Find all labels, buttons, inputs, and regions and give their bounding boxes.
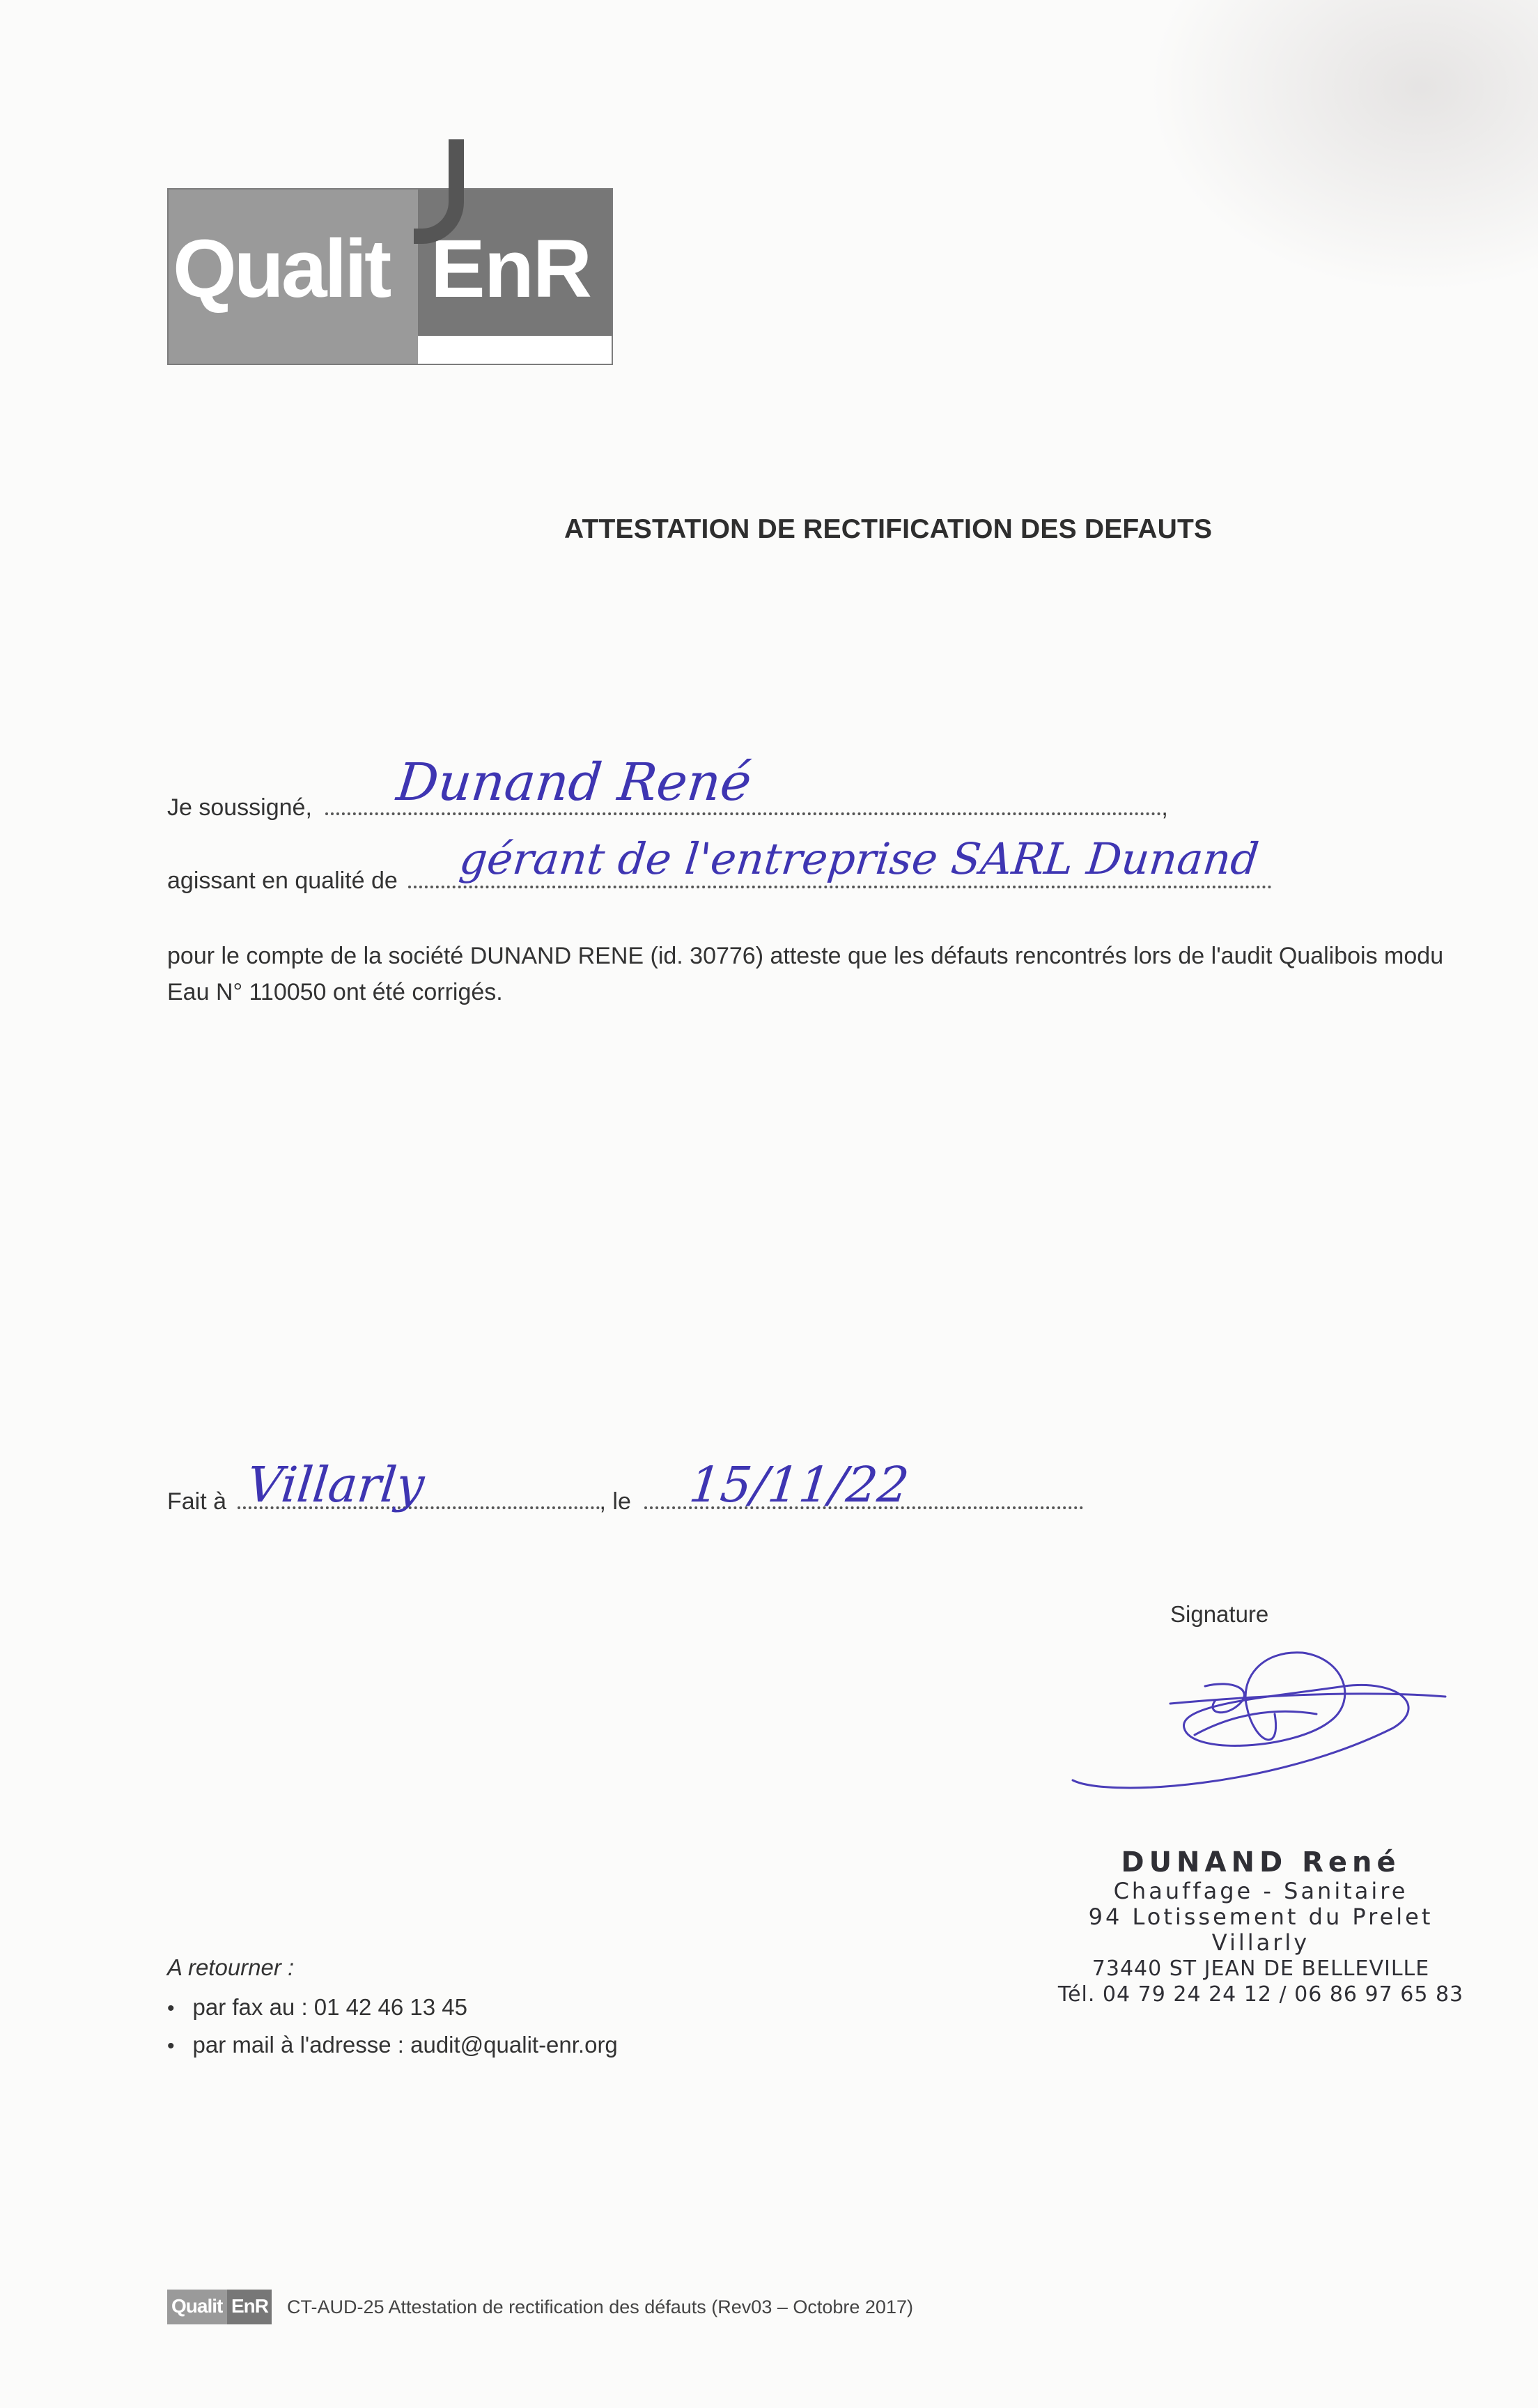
stamp-line-postcode: 73440 ST JEAN DE BELLEVILLE <box>1092 1957 1430 1981</box>
stamp-line-phone: Tél. 04 79 24 24 12 / 06 86 97 65 83 <box>1057 1982 1464 2007</box>
signature-label: Signature <box>1170 1601 1269 1627</box>
attestation-paragraph <box>167 938 1538 1010</box>
date-handwritten: 15/11/22 <box>686 1456 912 1513</box>
stamp-line-activity: Chauffage - Sanitaire <box>1113 1878 1408 1904</box>
footer-logo-text-left: Qualit <box>171 2295 223 2317</box>
paragraph-line-1: pour le compte de la société DUNAND RENE (id. 30776) atteste que les défauts rencontrés lors de l'audit Qualibois modu <box>167 943 1444 969</box>
fait-handwritten: Villarly <box>244 1456 427 1513</box>
logo-text-enr: EnR <box>430 223 591 315</box>
return-heading: A retourner : <box>167 1954 295 1980</box>
qualite-handwritten: gérant de l'entreprise SARL Dunand <box>457 833 1261 884</box>
stamp-line-address: 94 Lotissement du Prelet <box>1088 1904 1434 1930</box>
fait-label: Fait à <box>167 1488 227 1515</box>
return-list <box>167 1989 618 2064</box>
soussigne-end: , <box>1161 794 1168 821</box>
footer-logo-text-right: EnR <box>231 2295 268 2317</box>
le-label: , le <box>599 1488 631 1515</box>
soussigne-label: Je soussigné, <box>167 794 312 821</box>
document-title: ATTESTATION DE RECTIFICATION DES DEFAUTS <box>564 514 1213 544</box>
scan-shadow <box>1148 0 1538 293</box>
footer-logo <box>167 2290 272 2324</box>
logo-frame <box>167 188 613 365</box>
paragraph-line-2: Eau N° 110050 ont été corrigés. <box>167 979 503 1005</box>
return-item-fax: • par fax au : 01 42 46 13 45 <box>167 1989 618 2027</box>
footer-reference: CT-AUD-25 Attestation de rectification des défauts (Rev03 – Octobre 2017) <box>287 2297 913 2317</box>
stamp-line-locality: Villarly <box>1211 1929 1310 1956</box>
return-item-mail: • par mail à l'adresse : audit@qualit-enr.org <box>167 2027 618 2064</box>
company-stamp <box>1024 1846 1498 2007</box>
stamp-name: DUNAND René <box>1121 1846 1401 1878</box>
handwritten-signature <box>1066 1637 1456 1798</box>
qualite-label: agissant en qualité de <box>167 867 398 894</box>
return-instructions <box>167 1954 618 2064</box>
qualitenr-logo <box>167 139 612 364</box>
logo-text-qualit: Qualit <box>173 223 389 315</box>
soussigne-handwritten: Dunand René <box>394 752 754 812</box>
